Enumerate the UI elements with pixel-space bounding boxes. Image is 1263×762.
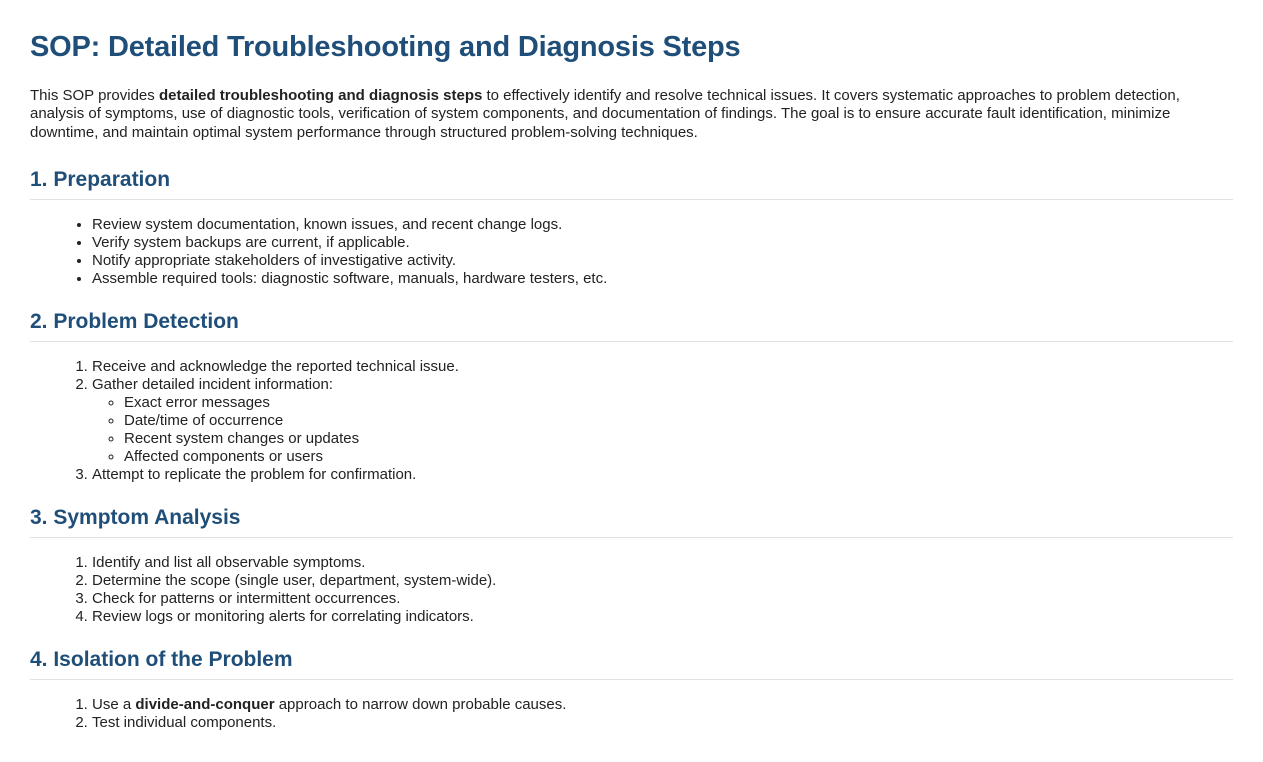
section-list [30,554,1233,626]
sub-list-item: ◦ Date/time of occurrence [124,412,1233,430]
list-item-text-before: Use a [92,696,136,714]
list-item: 4. Review logs or monitoring alerts for correlating indicators. [92,608,1233,626]
list-item: 1. Identify and list all observable symptoms. [92,554,1233,572]
list-item: 2. Test individual components. [92,714,1233,732]
section-heading: 3. Symptom Analysis [30,506,1233,538]
sub-list-item: ◦ Affected components or users [124,448,1233,466]
list-item-label: Gather detailed incident information: [92,376,333,394]
list-item [92,696,1233,714]
list-item [92,376,1233,466]
list-item: • Notify appropriate stakeholders of investigative activity. [92,252,1233,270]
section-isolation-of-the-problem [30,648,1233,732]
list-item-text-after: approach to narrow down probable causes. [274,696,567,714]
list-item: • Verify system backups are current, if applicable. [92,234,1233,252]
intro-text-bold: detailed troubleshooting and diagnosis steps [158,86,483,104]
section-list [30,358,1233,484]
sub-list [92,394,1233,466]
intro-paragraph [30,87,1205,143]
section-heading: 2. Problem Detection [30,310,1233,342]
section-heading: 4. Isolation of the Problem [30,648,1233,680]
section-list [30,696,1233,732]
list-item: 2. Determine the scope (single user, department, system-wide). [92,572,1233,590]
section-list [30,216,1233,288]
section-preparation [30,168,1233,288]
section-symptom-analysis [30,506,1233,626]
list-item: • Review system documentation, known issues, and recent change logs. [92,216,1233,234]
list-item-text-bold: divide-and-conquer [135,696,275,714]
sub-list-item: ◦ Recent system changes or updates [124,430,1233,448]
list-item: • Assemble required tools: diagnostic software, manuals, hardware testers, etc. [92,270,1233,288]
list-item: 3. Check for patterns or intermittent occurrences. [92,590,1233,608]
sub-list-item: ◦ Exact error messages [124,394,1233,412]
intro-text-before: This SOP provides [30,86,159,104]
section-problem-detection [30,310,1233,484]
intro-text-after: to effectively identify and resolve technical issues. It covers systematic approaches to problem detection, analysis of symptoms, use of diagnostic tools, verification of system components, and documentation of findings. The goal is to ensure accurate fault identification, minimize downtime, and maintain optimal system performance through structured problem-solving techniques. [30,86,1180,141]
list-item: 3. Attempt to replicate the problem for confirmation. [92,466,1233,484]
page-title: SOP: Detailed Troubleshooting and Diagnosis Steps [30,31,741,63]
section-heading: 1. Preparation [30,168,1233,200]
list-item: 1. Receive and acknowledge the reported technical issue. [92,358,1233,376]
